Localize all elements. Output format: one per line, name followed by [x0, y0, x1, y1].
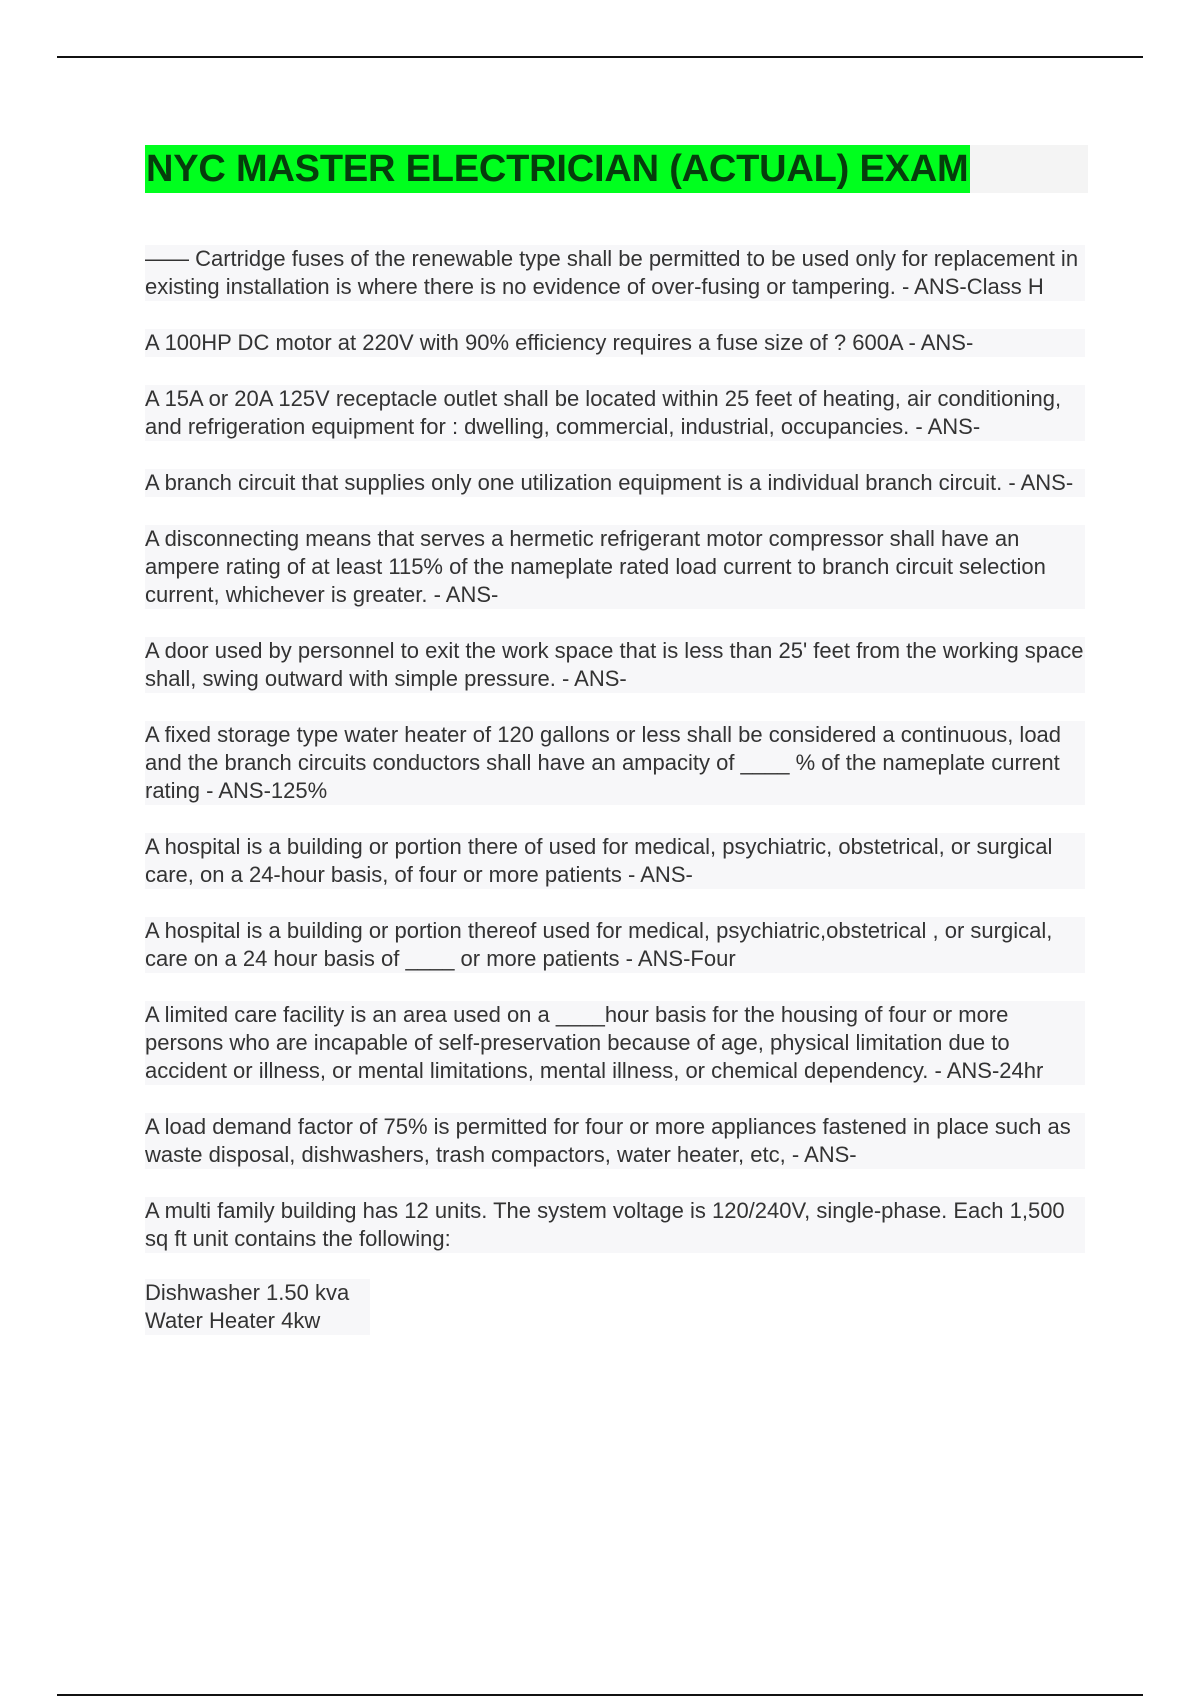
- document-body: [145, 245, 1085, 1335]
- qa-entry-11: A load demand factor of 75% is permitted for four or more appliances fastened in place such as waste disposal, dishwashers, trash compactors, water heater, etc, - ANS-: [145, 1113, 1085, 1169]
- appliance-list-item-2: Water Heater 4kw: [145, 1307, 370, 1335]
- title-bar: [145, 145, 1088, 193]
- qa-entry-2: A 100HP DC motor at 220V with 90% efficiency requires a fuse size of ? 600A - ANS-: [145, 329, 1085, 357]
- qa-entry-6: A door used by personnel to exit the work space that is less than 25' feet from the working space shall, swing outward with simple pressure. - ANS-: [145, 638, 1084, 691]
- appliance-list-item-1: Dishwasher 1.50 kva: [145, 1279, 370, 1307]
- qa-entry-1: —— Cartridge fuses of the renewable type shall be permitted to be used only for replacement in existing installation is where there is no evidence of over-fusing or tampering. - ANS-Class H: [145, 245, 1085, 301]
- document-title: NYC MASTER ELECTRICIAN (ACTUAL) EXAM: [145, 145, 970, 193]
- qa-entry-5: A disconnecting means that serves a hermetic refrigerant motor compressor shall have an ampere rating of at least 115% of the nameplate rated load current to branch circuit selection current, whichever is greater. - ANS-: [145, 525, 1085, 609]
- qa-entry-9: A hospital is a building or portion thereof used for medical, psychiatric,obstetrical , or surgical, care on a 24 hour basis of ____ or more patients - ANS-Four: [145, 917, 1085, 973]
- qa-entry-4: A branch circuit that supplies only one utilization equipment is a individual branch circuit. - ANS-: [145, 469, 1085, 497]
- qa-entry-7: A fixed storage type water heater of 120 gallons or less shall be considered a continuous, load and the branch circuits conductors shall have an ampacity of ____ % of the nameplate current rating - ANS-125%: [145, 721, 1085, 805]
- top-rule: [57, 56, 1143, 58]
- qa-entry-10: A limited care facility is an area used on a ____hour basis for the housing of four or more persons who are incapable of self-preservation because of age, physical limitation due to accident or illness, or mental limitations, mental illness, or chemical dependency. - ANS-24hr: [145, 1001, 1085, 1085]
- qa-entry-12: A multi family building has 12 units. The system voltage is 120/240V, single-phase. Each 1,500 sq ft unit contains the following:: [145, 1197, 1085, 1253]
- qa-entry-8: A hospital is a building or portion there of used for medical, psychiatric, obstetrical, or surgical care, on a 24-hour basis, of four or more patients - ANS-: [145, 833, 1085, 889]
- bottom-rule: [57, 1694, 1143, 1696]
- qa-entry-3: A 15A or 20A 125V receptacle outlet shall be located within 25 feet of heating, air conditioning, and refrigeration equipment for : dwelling, commercial, industrial, occupancies. - ANS-: [145, 385, 1085, 441]
